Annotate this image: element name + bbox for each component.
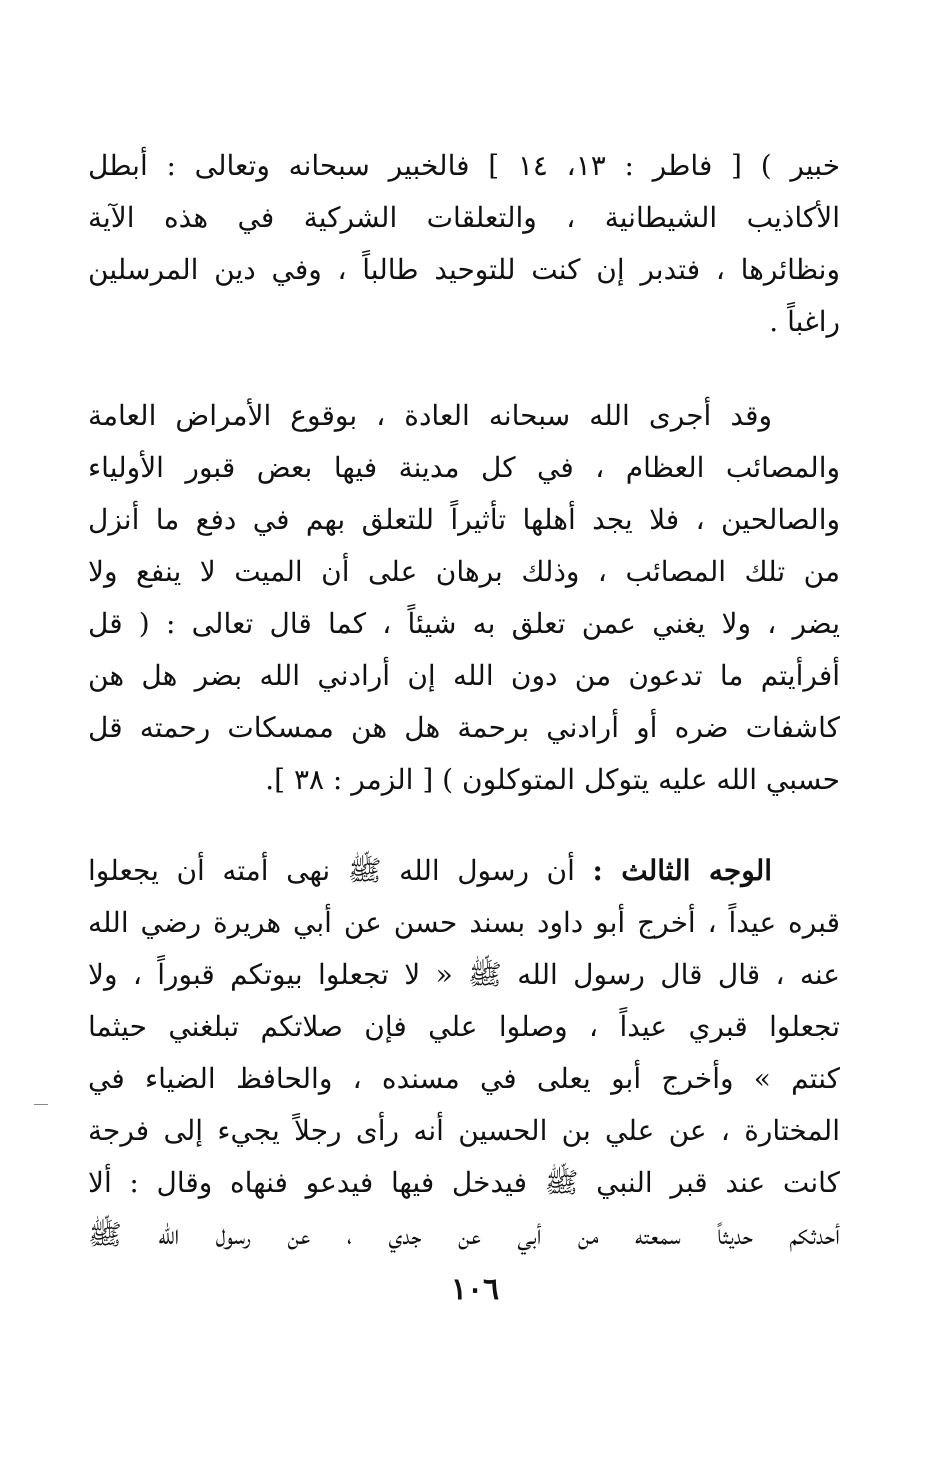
text-line: أحدثكم حديثاً سمعته من أبي عن جدي ، عن رسول الله ﷺ (88, 1218, 840, 1251)
text-line: وقد أجرى الله سبحانه العادة ، بوقوع الأمراض العامة (88, 399, 772, 432)
text-line: يضر ، ولا يغني عمن تعلق به شيئاً ، كما قال تعالى : ( قل (88, 607, 840, 640)
text-line: كانت عند قبر النبي ﷺ فيدخل فيها فيدعو فنهاه وقال : ألا (88, 1166, 840, 1199)
text-line: والصالحين ، فلا يجد أهلها تأثيراً للتعلق بهم في دفع ما أنزل (88, 503, 840, 536)
paragraph-3 (88, 845, 840, 1261)
text-line: أفرأيتم ما تدعون من دون الله إن أرادني الله بضر هل هن (88, 659, 840, 692)
text-line: الأكاذيب الشيطانية ، والتعلقات الشركية في هذه الآية (88, 201, 840, 234)
text-line: راغباً . (769, 305, 840, 338)
text-line: تجعلوا قبري عيداً ، وصلوا علي فإن صلاتكم تبلغني حيثما (88, 1010, 840, 1043)
text-line: والمصائب العظام ، في كل مدينة فيها بعض قبور الأولياء (88, 451, 840, 484)
text-line: قبره عيداً ، أخرج أبو داود بسند حسن عن أبي هريرة رضي الله (88, 906, 840, 939)
text-line: المختارة ، عن علي بن الحسين أنه رأى رجلاً يجيء إلى فرجة (88, 1114, 840, 1147)
text-line-first (88, 845, 840, 897)
first-line-text: أن رسول الله ﷺ نهى أمته أن يجعلوا (88, 854, 575, 887)
text-line: كاشفات ضره أو أرادني برحمة هل هن ممسكات رحمته قل (88, 711, 840, 744)
section-heading: الوجه الثالث : (592, 854, 773, 887)
paragraph-2 (88, 390, 840, 806)
text-line: من تلك المصائب ، وذلك برهان على أن الميت لا ينفع ولا (88, 555, 840, 588)
page-number: ١٠٦ (450, 1272, 500, 1307)
text-line: ونظائرها ، فتدبر إن كنت للتوحيد طالباً ، وفي دين المرسلين (88, 253, 840, 286)
margin-mark (34, 1104, 48, 1105)
text-line: عنه ، قال قال رسول الله ﷺ « لا تجعلوا بيوتكم قبوراً ، ولا (88, 958, 840, 991)
paragraph-1 (88, 140, 840, 348)
text-line: حسبي الله عليه يتوكل المتوكلون ) [ الزمر : ٣٨ ]. (265, 763, 840, 796)
text-line: كنتم » وأخرج أبو يعلى في مسنده ، والحافظ الضياء في (88, 1062, 840, 1095)
text-line: خبير ) [ فاطر : ١٣، ١٤ ] فالخبير سبحانه وتعالى : أبطل (88, 149, 840, 182)
